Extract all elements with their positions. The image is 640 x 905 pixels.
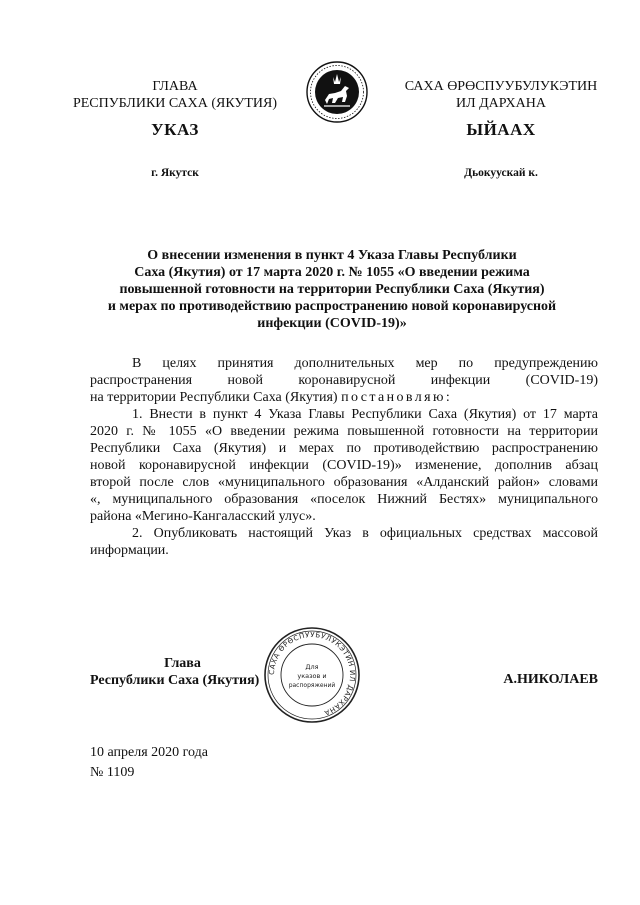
seal-outer-text: САХА ӨРӨСПУУБУЛУКЭТИН ИЛ ДАРХАНА: [267, 630, 357, 717]
point1-line: района «Мегино-Кангаласский улус».: [90, 509, 316, 524]
doc-type-right: ЫЙААХ: [466, 120, 536, 139]
signatory-position-line2: Республики Саха (Якутия): [90, 673, 260, 688]
header-right-line1: САХА ӨРӨСПУУБУЛУКЭТИН: [404, 79, 598, 94]
decree-title: [88, 247, 576, 332]
preamble-line: распространения новой коронавирусной инфекции (COVID-19): [90, 373, 598, 388]
header-left-line2: РЕСПУБЛИКИ САХА (ЯКУТИЯ): [72, 96, 278, 111]
header-left: [60, 78, 290, 112]
preamble-text: на территории Республики Саха (Якутия): [90, 390, 338, 405]
point1-line: Республики Саха (Якутия) и мерах по противодействию распространению: [90, 441, 598, 456]
header-right: [390, 78, 612, 112]
title-line: Саха (Якутия) от 17 марта 2020 г. № 1055 «О введении режима: [134, 265, 530, 280]
seal-inner-line: указов и: [297, 672, 327, 680]
decree-date-number: [90, 743, 208, 783]
decree-body: [90, 355, 598, 559]
seal-icon: [262, 625, 362, 725]
preamble-spaced-verb: постановляю:: [341, 390, 453, 405]
coat-of-arms-emblem: [305, 60, 369, 124]
signatory-position-line1: Глава: [164, 656, 201, 671]
official-seal: [262, 625, 362, 725]
decree-number: № 1109: [90, 765, 135, 780]
city-left: г. Якутск: [151, 167, 199, 179]
title-line: О внесении изменения в пункт 4 Указа Главы Республики: [147, 248, 517, 263]
seal-inner-line: распоряжений: [288, 682, 336, 689]
point1-line: 1. Внести в пункт 4 Указа Главы Республики Саха (Якутия) от 17 марта: [132, 407, 598, 422]
signatory-name: А.НИКОЛАЕВ: [503, 672, 598, 687]
decree-date: 10 апреля 2020 года: [90, 745, 208, 760]
signatory-position: [90, 655, 275, 689]
point1-line: «, муниципального образования «поселок Нижний Бестях» муниципального: [90, 492, 598, 507]
seal-inner-line: Для: [305, 663, 319, 671]
city-right: Дьокуускай к.: [464, 167, 538, 179]
title-line: инфекции (COVID-19)»: [257, 316, 407, 331]
emblem-icon: [305, 60, 369, 124]
title-line: повышенной готовности на территории Республики Саха (Якутия): [119, 282, 545, 297]
point2-line: информации.: [90, 543, 169, 558]
doc-type-left: УКАЗ: [151, 120, 199, 139]
point1-line: 2020 г. № 1055 «О введении режима повышенной готовности на территории: [90, 424, 598, 439]
preamble-line: В целях принятия дополнительных мер по предупреждению: [132, 356, 598, 371]
preamble-line-3: [90, 389, 598, 406]
point1-line: второй после слов «муниципального образования «Алданский район» словами: [90, 475, 598, 490]
header-right-line2: ИЛ ДАРХАНА: [455, 96, 546, 111]
point1-line: новой коронавирусной инфекции (COVID-19)» изменение, дополнив абзац: [90, 458, 598, 473]
title-line: и мерах по противодействию распространению новой коронавирусной: [107, 299, 557, 314]
point2-line: 2. Опубликовать настоящий Указ в официальных средствах массовой: [132, 526, 598, 541]
header-left-line1: ГЛАВА: [152, 79, 198, 94]
